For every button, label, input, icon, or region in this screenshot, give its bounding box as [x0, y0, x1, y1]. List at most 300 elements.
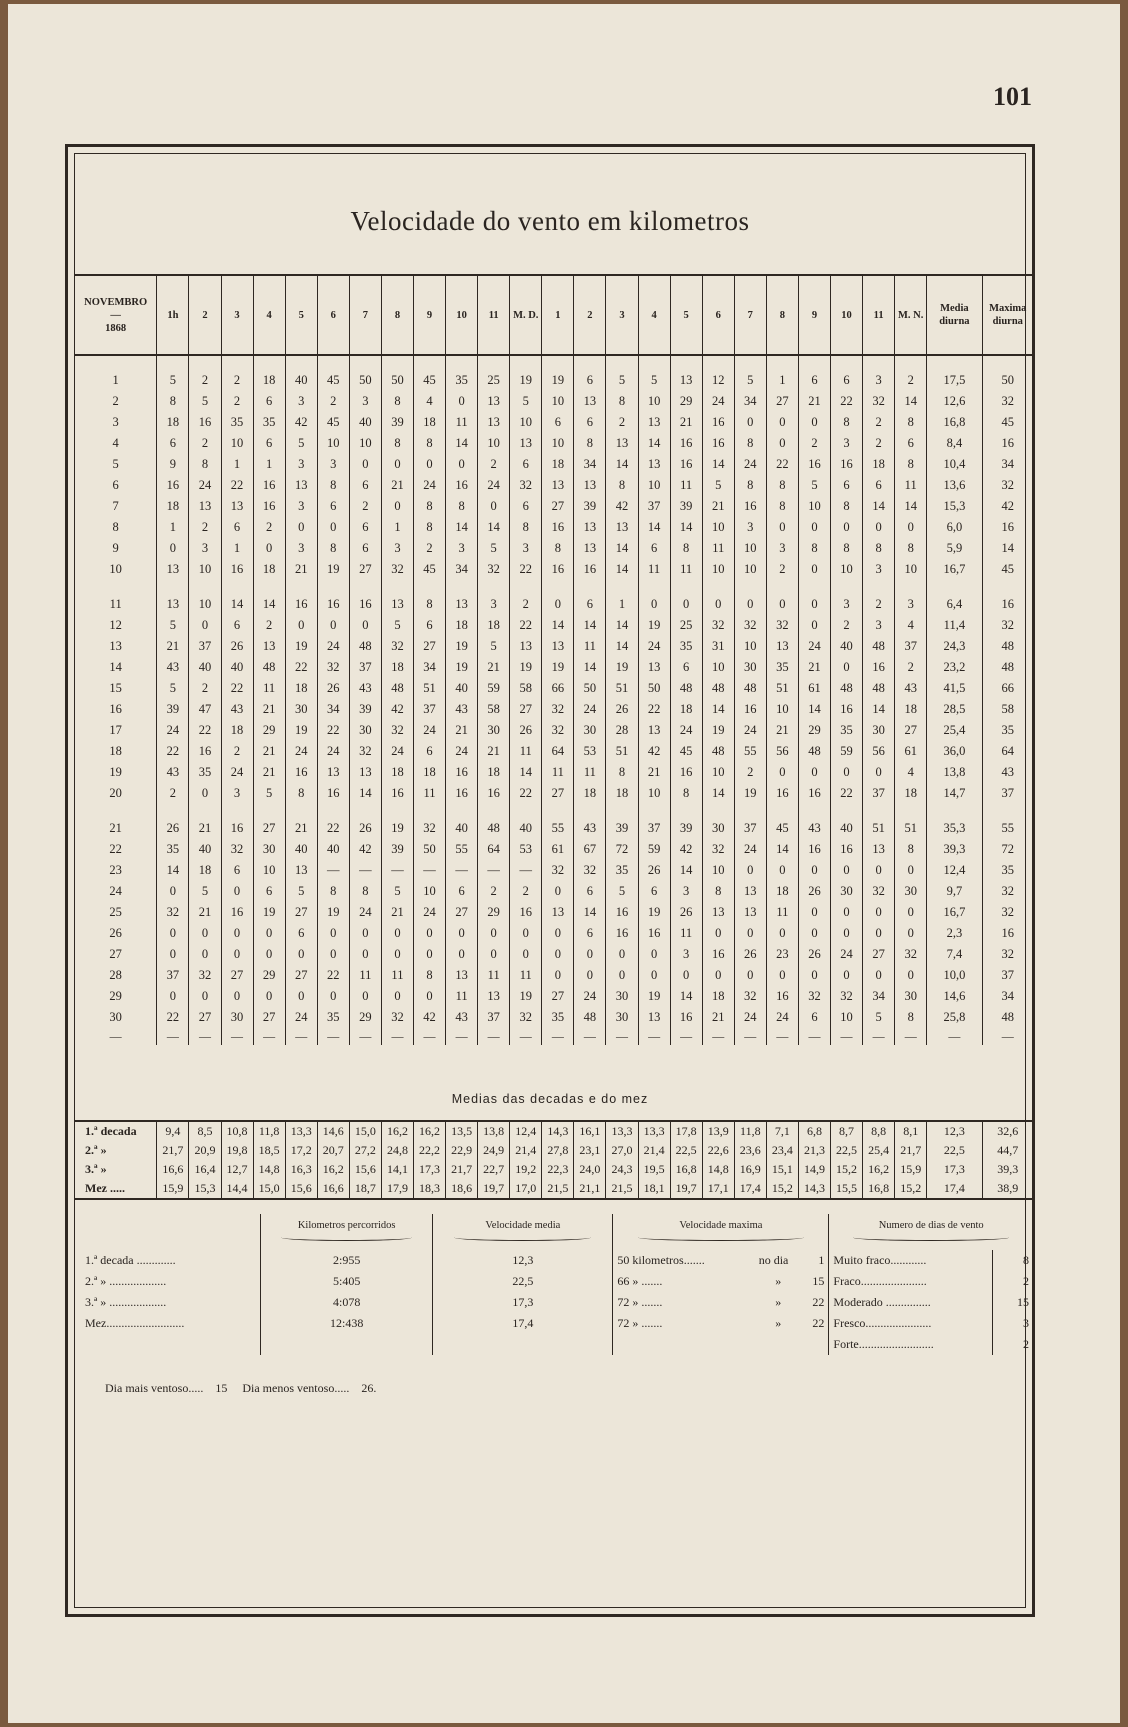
value-cell: 10	[189, 594, 221, 615]
value-cell: 15,3	[927, 496, 982, 517]
value-cell: 13	[542, 636, 574, 657]
value-cell: 0	[157, 881, 189, 902]
means-cell: 16,8	[670, 1160, 702, 1179]
value-cell: 32	[542, 699, 574, 720]
brace-decoration	[853, 1234, 1009, 1241]
summary-media	[433, 1334, 613, 1355]
value-cell: 8	[895, 412, 927, 433]
value-cell: 8	[157, 391, 189, 412]
value-cell: 64	[478, 839, 510, 860]
dash-cell: —	[349, 1028, 381, 1045]
value-cell: 0	[381, 496, 413, 517]
means-cell: 13,8	[478, 1121, 510, 1141]
means-cell: 15,3	[189, 1179, 221, 1199]
value-cell: 13	[478, 986, 510, 1007]
value-cell: 30	[478, 720, 510, 741]
day-cell: 18	[109, 744, 122, 758]
dash-cell: —	[766, 1028, 798, 1045]
value-cell: 10	[702, 517, 734, 538]
spacer-cell	[670, 355, 702, 370]
value-cell: 0	[798, 412, 830, 433]
value-cell: 6	[574, 370, 606, 391]
table-row	[75, 860, 1033, 881]
value-cell: 34	[317, 699, 349, 720]
table-row	[75, 902, 1033, 923]
means-cell: 14,8	[253, 1160, 285, 1179]
means-cell: 16,9	[734, 1160, 766, 1179]
means-cell: 21,5	[606, 1179, 638, 1199]
spacer-cell	[702, 804, 734, 818]
value-cell: 34	[863, 986, 895, 1007]
value-cell: 0	[285, 944, 317, 965]
value-cell: 32	[863, 391, 895, 412]
value-cell: 13	[574, 517, 606, 538]
value-cell: 4	[895, 615, 927, 636]
spacer-cell	[702, 580, 734, 594]
value-cell: 17,5	[927, 370, 982, 391]
value-cell: 26	[510, 720, 542, 741]
value-cell: 3	[734, 517, 766, 538]
means-cell: 14,8	[702, 1160, 734, 1179]
value-cell: 48	[982, 636, 1033, 657]
value-cell: 13	[253, 636, 285, 657]
value-cell: 0	[221, 923, 253, 944]
value-cell: 37	[638, 818, 670, 839]
spacer-cell	[510, 580, 542, 594]
value-cell: 8	[413, 433, 445, 454]
means-cell: 17,0	[510, 1179, 542, 1199]
value-cell: 10	[638, 391, 670, 412]
value-cell: 22	[317, 965, 349, 986]
value-cell: 27	[542, 783, 574, 804]
value-cell: 21	[285, 818, 317, 839]
means-cell: 13,3	[638, 1121, 670, 1141]
value-cell: 11	[349, 965, 381, 986]
value-cell: 16	[221, 559, 253, 580]
value-cell: 22	[831, 783, 863, 804]
value-cell: 9	[157, 454, 189, 475]
spacer-cell	[831, 804, 863, 818]
spacer-cell	[982, 580, 1033, 594]
spacer-cell	[766, 804, 798, 818]
value-cell: 0	[157, 538, 189, 559]
value-cell: 1	[157, 517, 189, 538]
brace-decoration	[281, 1234, 412, 1241]
value-cell: 13	[478, 412, 510, 433]
value-cell: 51	[895, 818, 927, 839]
value-cell: 13	[349, 762, 381, 783]
means-cell: 15,2	[895, 1179, 927, 1199]
value-cell: 5	[606, 881, 638, 902]
value-cell: 30	[574, 720, 606, 741]
value-cell: 48	[253, 657, 285, 678]
value-cell: 67	[574, 839, 606, 860]
value-cell: 24	[446, 741, 478, 762]
value-cell: 14	[446, 517, 478, 538]
dash-cell: —	[478, 1028, 510, 1045]
value-cell: 27	[542, 496, 574, 517]
means-cell: 38,9	[982, 1179, 1033, 1199]
value-cell: 3	[285, 538, 317, 559]
value-cell: 5	[381, 881, 413, 902]
dash-cell: —	[831, 1028, 863, 1045]
value-cell: 0	[798, 902, 830, 923]
dash-cell: —	[734, 1028, 766, 1045]
media-l1: Media	[940, 303, 969, 314]
summary-header	[433, 1214, 613, 1250]
value-cell: 13	[638, 412, 670, 433]
value-cell: 18	[895, 783, 927, 804]
value-cell: 16	[831, 699, 863, 720]
header-hour: 1	[542, 275, 574, 355]
table-row	[75, 433, 1033, 454]
means-cell: 14,9	[798, 1160, 830, 1179]
value-cell: 55	[542, 818, 574, 839]
value-cell: 66	[982, 678, 1033, 699]
value-cell: 6	[574, 412, 606, 433]
value-cell: 0	[895, 923, 927, 944]
value-cell: 6	[317, 496, 349, 517]
value-cell: 18	[895, 699, 927, 720]
value-cell: 16	[766, 986, 798, 1007]
means-cell: 23,6	[734, 1141, 766, 1160]
means-label: 2.ª »	[85, 1143, 107, 1157]
summary-km: 12:438	[260, 1313, 432, 1334]
value-cell: 11	[446, 986, 478, 1007]
value-cell: 37	[863, 783, 895, 804]
means-cell: 8,1	[895, 1121, 927, 1141]
spacer-cell	[895, 580, 927, 594]
value-cell: 43	[157, 762, 189, 783]
value-cell: 37	[895, 636, 927, 657]
value-cell: 21	[702, 1007, 734, 1028]
spacer-cell	[542, 355, 574, 370]
value-cell: 0	[863, 902, 895, 923]
spacer-cell	[413, 580, 445, 594]
day-cell: 15	[109, 681, 122, 695]
summary-vento: Muito fraco............	[829, 1250, 993, 1271]
value-cell: 2	[895, 370, 927, 391]
value-cell: 6	[349, 475, 381, 496]
means-cell: 17,4	[927, 1179, 982, 1199]
spacer-cell	[317, 804, 349, 818]
value-cell: 51	[863, 818, 895, 839]
value-cell: 12,6	[927, 391, 982, 412]
value-cell: 43	[895, 678, 927, 699]
value-cell: 37	[734, 818, 766, 839]
means-cell: 16,6	[317, 1179, 349, 1199]
spacer-cell	[831, 355, 863, 370]
value-cell: 18	[670, 699, 702, 720]
value-cell: 51	[413, 678, 445, 699]
value-cell: 6	[349, 517, 381, 538]
value-cell: 27	[285, 902, 317, 923]
value-cell: 42	[638, 741, 670, 762]
spacer-cell	[478, 355, 510, 370]
spacer-cell	[670, 804, 702, 818]
value-cell: 5	[189, 881, 221, 902]
value-cell: 24	[221, 762, 253, 783]
dash-cell: —	[895, 1028, 927, 1045]
value-cell: 0	[478, 923, 510, 944]
table-header-row	[75, 275, 1033, 355]
value-cell: 0	[317, 986, 349, 1007]
value-cell: 13	[863, 839, 895, 860]
value-cell: 18	[285, 678, 317, 699]
value-cell: 10	[542, 391, 574, 412]
means-cell: 21,7	[895, 1141, 927, 1160]
value-cell: 34	[446, 559, 478, 580]
value-cell: 21	[253, 741, 285, 762]
value-cell: 0	[446, 944, 478, 965]
value-cell: 0	[253, 923, 285, 944]
value-cell: 43	[349, 678, 381, 699]
summary-max-val	[613, 1334, 755, 1355]
spacer-cell	[75, 804, 157, 818]
header-hour: 5	[670, 275, 702, 355]
header-hour: 9	[413, 275, 445, 355]
value-cell: 13	[766, 636, 798, 657]
value-cell: 32	[734, 615, 766, 636]
value-cell: 14	[670, 517, 702, 538]
value-cell: 43	[446, 699, 478, 720]
value-cell: 25,8	[927, 1007, 982, 1028]
value-cell: 14	[638, 433, 670, 454]
value-cell: 26	[638, 860, 670, 881]
value-cell: 32	[574, 860, 606, 881]
value-cell: 19	[446, 636, 478, 657]
value-cell: 0	[349, 615, 381, 636]
value-cell: 0	[606, 965, 638, 986]
value-cell: 10	[542, 433, 574, 454]
spacer-cell	[734, 355, 766, 370]
value-cell: 0	[317, 615, 349, 636]
means-cell: 16,2	[381, 1121, 413, 1141]
value-cell: 8	[446, 496, 478, 517]
value-cell: 16	[478, 783, 510, 804]
value-cell: 32	[702, 839, 734, 860]
summary-media: 17,4	[433, 1313, 613, 1334]
value-cell: 53	[574, 741, 606, 762]
value-cell: 13	[606, 517, 638, 538]
value-cell: 18	[413, 412, 445, 433]
value-cell: 0	[863, 517, 895, 538]
value-cell: 21	[766, 720, 798, 741]
value-cell: 0	[317, 923, 349, 944]
means-cell: 19,7	[670, 1179, 702, 1199]
value-cell: 2	[895, 657, 927, 678]
value-cell: 32	[982, 902, 1033, 923]
summary-km: 4:078	[260, 1292, 432, 1313]
value-cell: 21	[702, 496, 734, 517]
value-cell: 0	[574, 944, 606, 965]
value-cell: 3	[285, 391, 317, 412]
value-cell: 39	[349, 699, 381, 720]
value-cell: 0	[766, 433, 798, 454]
value-cell: 19	[510, 657, 542, 678]
value-cell: 21	[478, 741, 510, 762]
summary-vento: Moderado ...............	[829, 1292, 993, 1313]
value-cell: 6	[542, 412, 574, 433]
value-cell: 14	[863, 496, 895, 517]
value-cell: 16	[446, 783, 478, 804]
value-cell: 14	[638, 517, 670, 538]
value-cell: 14	[606, 454, 638, 475]
spacer-cell	[542, 804, 574, 818]
summary-max-day-lbl: no dia	[758, 1253, 789, 1267]
value-cell: 10	[478, 433, 510, 454]
means-cell: 15,6	[349, 1160, 381, 1179]
summary-vento-n: 3	[993, 1313, 1033, 1334]
spacer-cell	[734, 580, 766, 594]
value-cell: 16	[831, 454, 863, 475]
value-cell: 14	[766, 839, 798, 860]
table-row	[75, 944, 1033, 965]
value-cell: 2	[766, 559, 798, 580]
value-cell: 16	[189, 741, 221, 762]
value-cell: 8	[895, 538, 927, 559]
value-cell: 0	[798, 615, 830, 636]
spacer-cell	[670, 580, 702, 594]
value-cell: 26	[317, 678, 349, 699]
means-cell: 32,6	[982, 1121, 1033, 1141]
value-cell: 48	[478, 818, 510, 839]
value-cell: 18	[157, 412, 189, 433]
header-hour: 1h	[157, 275, 189, 355]
means-cell: 15,9	[895, 1160, 927, 1179]
value-cell: 16	[863, 657, 895, 678]
dash-cell: —	[638, 1028, 670, 1045]
value-cell: 5	[734, 370, 766, 391]
value-cell: 13	[638, 1007, 670, 1028]
month-label: NOVEMBRO	[84, 296, 148, 308]
table-row	[75, 923, 1033, 944]
value-cell: 10	[702, 762, 734, 783]
spacer-cell	[189, 355, 221, 370]
value-cell: 27	[446, 902, 478, 923]
means-cell: 19,2	[510, 1160, 542, 1179]
value-cell: 22	[157, 741, 189, 762]
header-media	[927, 275, 982, 355]
value-cell: 32	[381, 636, 413, 657]
means-cell: 17,2	[285, 1141, 317, 1160]
value-cell: 35	[157, 839, 189, 860]
value-cell: 21	[381, 475, 413, 496]
means-cell: 22,9	[446, 1141, 478, 1160]
means-row	[75, 1179, 1033, 1199]
day-cell: 22	[109, 842, 122, 856]
value-cell: 16	[253, 475, 285, 496]
value-cell: 48	[982, 657, 1033, 678]
value-cell: 14	[702, 783, 734, 804]
value-cell: 53	[510, 839, 542, 860]
value-cell: 48	[831, 678, 863, 699]
value-cell: 1	[606, 594, 638, 615]
value-cell: 16	[638, 923, 670, 944]
value-cell: 8	[766, 475, 798, 496]
value-cell: 0	[863, 965, 895, 986]
means-cell: 22,5	[831, 1141, 863, 1160]
value-cell: 19	[446, 657, 478, 678]
day-cell: 13	[109, 639, 122, 653]
value-cell: 13	[510, 433, 542, 454]
value-cell: —	[317, 860, 349, 881]
value-cell: 13	[670, 370, 702, 391]
value-cell: 35	[670, 636, 702, 657]
summary-row	[75, 1271, 1033, 1292]
value-cell: 9,7	[927, 881, 982, 902]
value-cell: 0	[702, 965, 734, 986]
value-cell: 6	[798, 1007, 830, 1028]
value-cell: 30	[895, 881, 927, 902]
summary-max-day: 22	[812, 1316, 825, 1330]
least-windy-value: 26.	[361, 1381, 377, 1395]
value-cell: 0	[734, 594, 766, 615]
means-row	[75, 1160, 1033, 1179]
table-row	[75, 699, 1033, 720]
spacer-cell	[317, 580, 349, 594]
value-cell: 6	[253, 433, 285, 454]
value-cell: 26	[221, 636, 253, 657]
value-cell: 22	[766, 454, 798, 475]
spacer-cell	[542, 580, 574, 594]
means-label: 1.ª decada	[75, 1121, 157, 1141]
spacer-cell	[253, 804, 285, 818]
decade-means-table	[75, 1120, 1033, 1200]
value-cell: 42	[381, 699, 413, 720]
dash-cell: —	[381, 1028, 413, 1045]
means-cell: 19,5	[638, 1160, 670, 1179]
value-cell: 0	[895, 965, 927, 986]
value-cell: 21	[285, 559, 317, 580]
value-cell: 8	[413, 517, 445, 538]
value-cell: 18	[221, 720, 253, 741]
summary-max-day	[785, 1334, 829, 1355]
value-cell: 2	[863, 412, 895, 433]
value-cell: 0	[831, 517, 863, 538]
value-cell: 0	[157, 923, 189, 944]
summary-max-day-lbl: »	[775, 1274, 782, 1288]
summary-header-row	[75, 1214, 1033, 1250]
dash-cell: —	[510, 1028, 542, 1045]
value-cell: 24	[413, 902, 445, 923]
value-cell: 13	[189, 496, 221, 517]
value-cell: 22	[831, 391, 863, 412]
value-cell: 2	[189, 517, 221, 538]
header-hour: 2	[189, 275, 221, 355]
spacer-cell	[349, 355, 381, 370]
value-cell: 18	[542, 454, 574, 475]
value-cell: 0	[446, 454, 478, 475]
value-cell: 1	[766, 370, 798, 391]
value-cell: 14	[606, 559, 638, 580]
value-cell: 13	[157, 559, 189, 580]
value-cell: 13,6	[927, 475, 982, 496]
value-cell: 0	[798, 559, 830, 580]
value-cell: 8	[670, 783, 702, 804]
value-cell: 30	[831, 881, 863, 902]
value-cell: 34	[574, 454, 606, 475]
value-cell: 14	[478, 517, 510, 538]
value-cell: 21	[381, 902, 413, 923]
value-cell: 16	[253, 496, 285, 517]
value-cell: 50	[574, 678, 606, 699]
value-cell: 0	[381, 944, 413, 965]
maxima-l2: diurna	[992, 316, 1023, 327]
value-cell: 2	[189, 370, 221, 391]
value-cell: 32	[542, 860, 574, 881]
value-cell: 13,8	[927, 762, 982, 783]
